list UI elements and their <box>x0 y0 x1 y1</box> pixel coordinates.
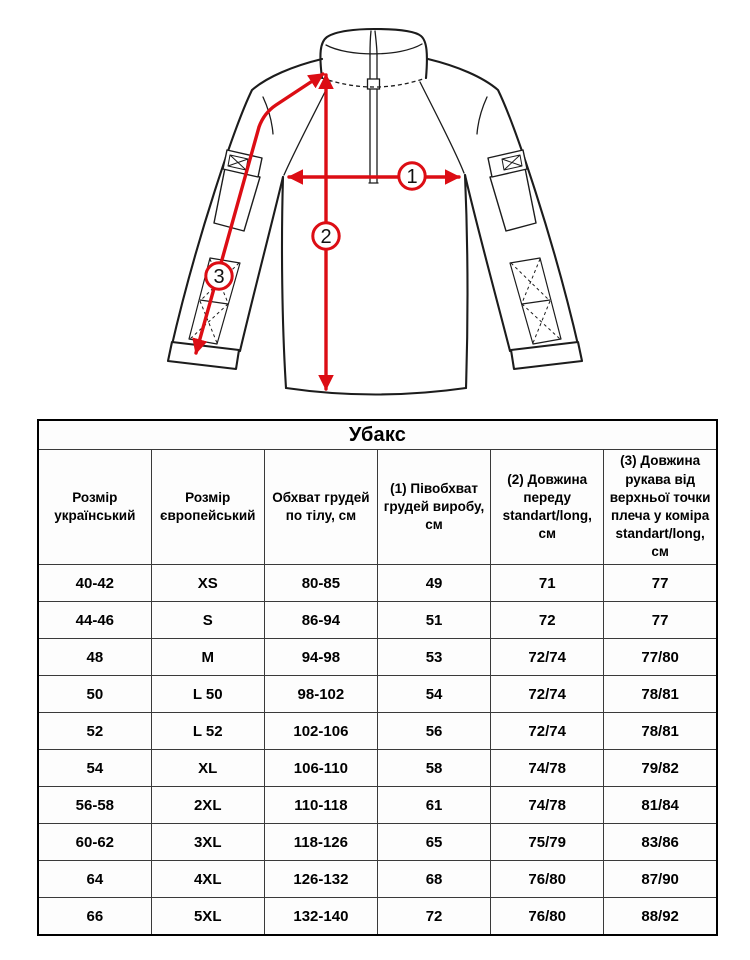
table-cell: 87/90 <box>604 861 717 898</box>
table-row <box>38 824 717 861</box>
column-header-3: Обхват грудей по тілу, см <box>264 450 377 565</box>
table-cell: 58 <box>377 750 490 787</box>
table-cell: 4XL <box>151 861 264 898</box>
table-cell: 52 <box>38 713 151 750</box>
table-row <box>38 750 717 787</box>
table-cell: 76/80 <box>491 861 604 898</box>
table-cell: 72/74 <box>491 676 604 713</box>
table-header-row <box>38 450 717 565</box>
table-row <box>38 639 717 676</box>
table-cell: 54 <box>38 750 151 787</box>
table-cell: 77 <box>604 602 717 639</box>
column-header-5: (2) Довжина переду standart/long, см <box>491 450 604 565</box>
table-cell: 64 <box>38 861 151 898</box>
table-cell: 51 <box>377 602 490 639</box>
table-cell: 72 <box>491 602 604 639</box>
badge-3-label: 3 <box>213 266 225 289</box>
table-cell: 75/79 <box>491 824 604 861</box>
table-cell: 76/80 <box>491 898 604 936</box>
table-title-row <box>38 420 717 450</box>
shirt-diagram-svg <box>0 0 750 418</box>
table-cell: 61 <box>377 787 490 824</box>
table-row <box>38 565 717 602</box>
table-cell: 60-62 <box>38 824 151 861</box>
table-row <box>38 602 717 639</box>
table-cell: L 50 <box>151 676 264 713</box>
table-cell: 71 <box>491 565 604 602</box>
size-table-head <box>38 420 717 565</box>
table-cell: 40-42 <box>38 565 151 602</box>
table-cell: 78/81 <box>604 676 717 713</box>
table-cell: 132-140 <box>264 898 377 936</box>
table-cell: 72 <box>377 898 490 936</box>
table-cell: S <box>151 602 264 639</box>
table-cell: 88/92 <box>604 898 717 936</box>
table-cell: 77/80 <box>604 639 717 676</box>
table-cell: 98-102 <box>264 676 377 713</box>
table-cell: 80-85 <box>264 565 377 602</box>
table-cell: 68 <box>377 861 490 898</box>
table-cell: 44-46 <box>38 602 151 639</box>
table-cell: 49 <box>377 565 490 602</box>
badge-1-label: 1 <box>406 166 418 189</box>
table-cell: XL <box>151 750 264 787</box>
column-header-1: Розмір український <box>38 450 151 565</box>
table-title: Убакс <box>38 420 717 450</box>
shirt-measurement-diagram <box>0 0 750 418</box>
table-cell: 118-126 <box>264 824 377 861</box>
table-cell: 77 <box>604 565 717 602</box>
table-row <box>38 861 717 898</box>
table-cell: 50 <box>38 676 151 713</box>
table-cell: 86-94 <box>264 602 377 639</box>
table-cell: 72/74 <box>491 639 604 676</box>
table-cell: 72/74 <box>491 713 604 750</box>
table-cell: 5XL <box>151 898 264 936</box>
size-table <box>37 419 718 936</box>
table-cell: 94-98 <box>264 639 377 676</box>
table-cell: 83/86 <box>604 824 717 861</box>
table-cell: 74/78 <box>491 750 604 787</box>
table-row <box>38 898 717 936</box>
table-cell: 126-132 <box>264 861 377 898</box>
table-cell: 53 <box>377 639 490 676</box>
table-cell: 81/84 <box>604 787 717 824</box>
table-row <box>38 787 717 824</box>
column-header-4: (1) Півобхват грудей виробу, см <box>377 450 490 565</box>
column-header-2: Розмір європейський <box>151 450 264 565</box>
table-cell: 78/81 <box>604 713 717 750</box>
table-cell: 56-58 <box>38 787 151 824</box>
table-cell: M <box>151 639 264 676</box>
table-cell: 106-110 <box>264 750 377 787</box>
table-cell: 66 <box>38 898 151 936</box>
table-row <box>38 676 717 713</box>
table-cell: XS <box>151 565 264 602</box>
table-cell: 102-106 <box>264 713 377 750</box>
table-cell: 74/78 <box>491 787 604 824</box>
table-cell: 56 <box>377 713 490 750</box>
table-cell: 48 <box>38 639 151 676</box>
table-cell: 3XL <box>151 824 264 861</box>
size-table-body <box>38 565 717 936</box>
table-cell: 65 <box>377 824 490 861</box>
table-cell: L 52 <box>151 713 264 750</box>
table-cell: 2XL <box>151 787 264 824</box>
table-row <box>38 713 717 750</box>
table-cell: 54 <box>377 676 490 713</box>
table-cell: 79/82 <box>604 750 717 787</box>
table-cell: 110-118 <box>264 787 377 824</box>
column-header-6: (3) Довжина рукава від верхньої точки плеча у коміра standart/long, см <box>604 450 717 565</box>
badge-2-label: 2 <box>320 226 332 249</box>
